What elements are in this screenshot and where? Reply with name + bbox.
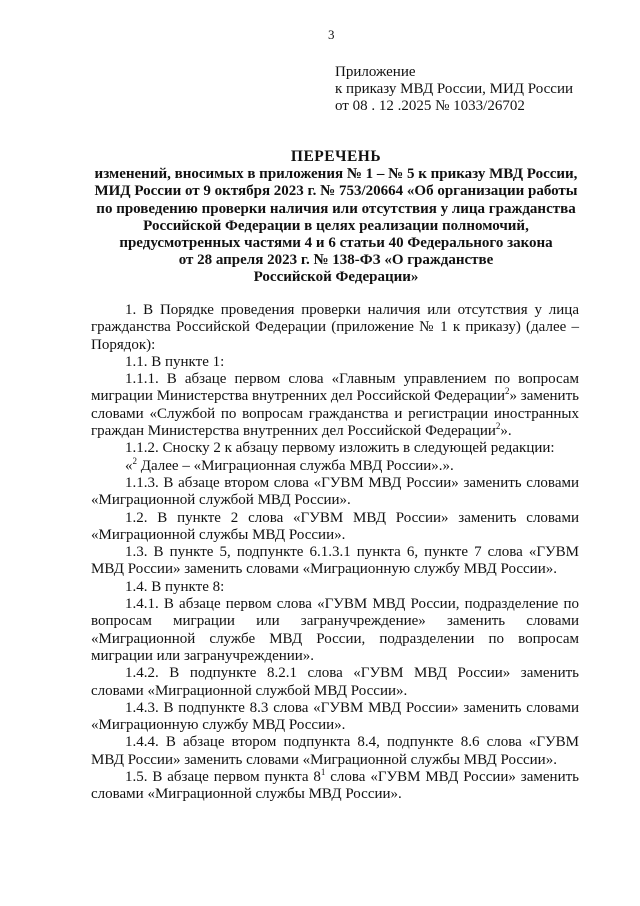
paragraph-text: 1.5. В абзаце первом пункта 8: [125, 769, 321, 786]
paragraph-1-3: 1.3. В пункте 5, подпункте 6.1.3.1 пункта 6, пункте 7 слова «ГУВМ МВД России» заменить словами «Миграционную службу МВД России».: [91, 544, 579, 578]
appendix-order-ref: к приказу МВД России, МИД России: [335, 81, 574, 97]
quote-open: «: [125, 457, 133, 474]
paragraph-1-4-3: 1.4.3. В подпункте 8.3 слова «ГУВМ МВД России» заменить словами «Миграционную службу МВД России».: [91, 699, 579, 734]
paragraph-1-1: 1.1. В пункте 1:: [125, 353, 225, 370]
footnote-mark: 2: [132, 455, 137, 466]
paragraph-text: Далее – «Миграционная служба МВД России».».: [137, 457, 454, 474]
paragraph-1-4: 1.4. В пункте 8:: [125, 578, 225, 595]
paragraph-1-1-3: 1.1.3. В абзаце втором слова «ГУВМ МВД России» заменить словами «Миграционной службой МВД России».: [91, 474, 579, 509]
paragraph-text: 1.1.1. В абзаце первом слова «Главным управлением по вопросам миграции Министерства внутренних дел Российской Федерации: [91, 371, 579, 405]
title-line: по проведению проверки наличия или отсутствия у лица гражданства: [96, 200, 576, 217]
appendix-order-date-number: от 08 . 12 .2025 № 1033/26702: [335, 98, 525, 114]
document-body: [91, 302, 579, 804]
title-line: изменений, вносимых в приложения № 1 – № 5 к приказу МВД России,: [94, 166, 578, 183]
title-line: Российской Федерации»: [253, 269, 419, 286]
title-line: Российской Федерации в целях реализации полномочий,: [143, 217, 529, 234]
paragraph-1-4-1: 1.4.1. В абзаце первом слова «ГУВМ МВД России, подразделение по вопросам миграции или загранучреждение» заменить словами «Миграционной службе МВД России, подразделении по вопросам миграции или загранучреждении».: [91, 596, 579, 664]
title-line: от 28 апреля 2023 г. № 138-ФЗ «О гражданстве: [178, 252, 494, 269]
paragraph-1-1-1: [91, 371, 579, 440]
paragraph-text: ».: [500, 423, 512, 440]
footnote-mark: 2: [505, 386, 510, 397]
paragraph-text: » заменить словами «Службой по вопросам гражданства и регистрации иностранных граждан Министерства внутренних дел Российской Федерации: [91, 388, 579, 440]
appendix-block: [335, 64, 573, 115]
footnote-mark: 2: [495, 421, 501, 432]
title-line: МИД России от 9 октября 2023 г. № 753/20664 «Об организации работы: [94, 183, 578, 200]
paragraph-1-4-4: 1.4.4. В абзаце втором подпункта 8.4, подпункте 8.6 слова «ГУВМ МВД России» заменить словами «Миграционной службы МВД России».: [91, 734, 579, 768]
title-line: предусмотренных частями 4 и 6 статьи 40 Федерального закона: [119, 235, 553, 252]
paragraph-1-5: [91, 769, 579, 804]
paragraph-1-2: 1.2. В пункте 2 слова «ГУВМ МВД России» заменить словами «Миграционной службы МВД России».: [91, 509, 579, 543]
document-title: [78, 148, 594, 287]
paragraph-1: 1. В Порядке проведения проверки наличия или отсутствия у лица гражданства Российской Федерации (приложение № 1 к приказу) (далее – Порядок):: [91, 302, 579, 353]
paragraph-text: слова «ГУВМ МВД России» заменить словами «Миграционной службы МВД России».: [91, 769, 579, 803]
paragraph-1-4-2: 1.4.2. В подпункте 8.2.1 слова «ГУВМ МВД России» заменить словами «Миграционной службой МВД России».: [91, 665, 579, 699]
paragraph-1-1-2: 1.1.2. Сноску 2 к абзацу первому изложить в следующей редакции:: [125, 440, 555, 457]
page-number: 3: [328, 27, 335, 42]
title-heading: ПЕРЕЧЕНЬ: [290, 148, 382, 165]
footnote-mark: 1: [320, 767, 326, 778]
paragraph-1-1-2-quote: [91, 455, 579, 475]
appendix-label: Приложение: [335, 64, 416, 80]
